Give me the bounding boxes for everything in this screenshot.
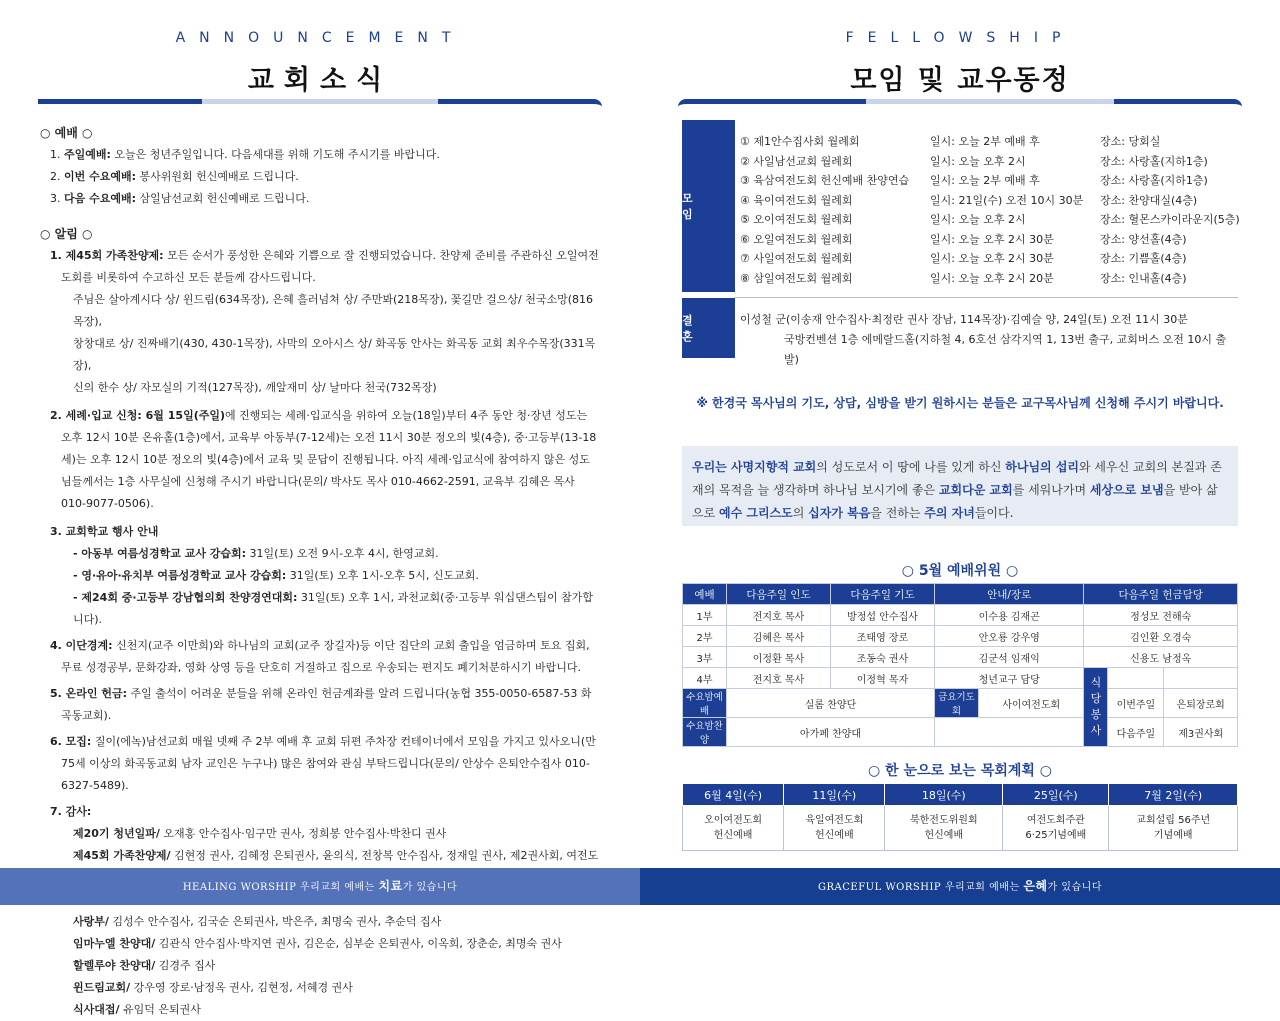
table-row: 4부 전지호 목사 이정혁 목자 청년교구 담당 식당봉사	[683, 668, 1238, 689]
table-row: 오이여전도회 헌신예배 육일여전도회 헌신예배 북한전도위원회 헌신예배 여전도회주관 6·25기념예배 교회설립 56주년 기념예배	[683, 806, 1238, 851]
thanks-line: 할렐루야 찬양대/ 김경주 집사	[73, 959, 216, 972]
meetings-box	[682, 120, 1240, 366]
table-row: 3부 이정환 목사 조동숙 권사 김군석 임재익 신용도 남정옥	[683, 647, 1238, 668]
page-footer: GRACEFUL WORSHIP 우리교회 예배는 은혜가 있습니다	[640, 868, 1280, 905]
table-row: 2부 김혜은 목사 조태영 장로 안오룡 강우영 김인환 오경숙	[683, 626, 1238, 647]
worship-committee-table	[682, 583, 1238, 747]
divider	[735, 297, 1238, 298]
list-item: - 아동부 여름성경학교 교사 강습회: 31일(토) 오전 9시-오후 4시, 한영교회.	[73, 547, 439, 560]
title-divider	[38, 99, 602, 107]
list-item: 4. 이단경계: 신천지(교주 이만희)와 하나님의 교회(교주 장길자)등 이단 집단의 교회 출입을 엄금하며 토요 집회, 무료 성경공부, 문화강좌, 영화 상영 등을 단호히 거절하고 집으로 우송되는 편지도 폐기처분하시기 바랍니다.	[50, 639, 590, 674]
list-item: 5. 온라인 헌금: 주일 출석이 어려운 분들을 위해 온라인 헌금계좌를 알려 드립니다(농협 355-0050-6587-53 화곡동교회).	[50, 687, 592, 722]
page-kicker: FELLOWSHIP	[845, 30, 1075, 46]
fellowship-page	[640, 0, 1280, 905]
thanks-line: 식사대접/ 유임덕 은퇴권사	[73, 1003, 201, 1016]
announcement-page	[0, 0, 640, 1016]
page-footer: HEALING WORSHIP 우리교회 예배는 치료가 있습니다	[0, 868, 640, 905]
list-item: ⑥ 오일여전도회 월례회 일시: 오늘 오후 2시 30분 장소: 양선홀(4층)	[740, 232, 1187, 246]
list-item: 3. 교회학교 행사 안내	[50, 525, 159, 538]
pastoral-plan-table	[682, 783, 1238, 851]
thanks-line: 윈드림교회/ 강우영 장로·남정옥 권사, 김현정, 서혜경 권사	[73, 981, 353, 994]
list-item: ⑤ 오이여전도회 월례회 일시: 오늘 오후 2시 장소: 혈몬스카이라운지(5층)	[740, 213, 1240, 226]
list-item: - 영·유아·유치부 여름성경학교 교사 강습회: 31일(토) 오후 1시-오후 5시, 신도교회.	[73, 569, 479, 582]
page-kicker: ANNOUNCEMENT	[175, 30, 465, 46]
page-title: 교회소식	[247, 65, 393, 96]
meetings-label: 모 임	[682, 120, 735, 292]
list-item: - 제24회 중·고등부 강남협의회 찬양경연대회: 31일(토) 오후 1시, 과천교회(중·고등부 워십댄스팀이 참가합니다).	[73, 591, 594, 626]
list-item: ④ 육이여전도회 월례회 일시: 21일(수) 오전 10시 30분 장소: 찬양대실(4층)	[740, 193, 1198, 207]
list-item: 7. 감사:	[50, 805, 92, 818]
list-item: ⑦ 사일여전도회 월례회 일시: 오늘 오후 2시 30분 장소: 기쁨홀(4층)	[740, 252, 1187, 265]
award-line: 창창대로 상/ 진짜배기(430, 430-1목장), 사막의 오아시스 상/ 화곡동 안사는 화곡동 교회 최우수목장(331목장),	[73, 337, 596, 372]
meetings-list	[740, 132, 1240, 288]
thanks-line: 제20기 청년일파/ 오재홍 안수집사·임구만 권사, 정희봉 안수집사·박찬디 권사	[73, 827, 447, 840]
thanks-line: 사랑부/ 김성수 안수집사, 김국순 은퇴권사, 박은주, 최명숙 권사, 추순덕 집사	[73, 915, 442, 928]
thanks-line: 임마누엘 찬양대/ 김관식 안수집사·박지연 권사, 김은순, 심부순 은퇴권사, 이옥희, 장춘순, 최명숙 권사	[73, 937, 562, 950]
award-line: 주님은 살아계시다 상/ 윈드림(634목장), 은혜 흘러넘쳐 상/ 주만봐(218목장), 꽃길만 걸으상/ 천국소망(816목장),	[73, 293, 594, 328]
wedding-info: 이성철 군(이송재 안수집사·최정란 권사 장남, 114목장)·김예슬 양, 24일(토) 오전 11시 30분 국방컨벤션 1층 에메랄드홀(지하철 4, 6호선 삼각지역 1, 13번 출구, 교회버스 오전 10시 출발)	[740, 313, 1227, 366]
list-item: 6. 모집: 질이(에녹)남선교회 매월 넷째 주 2부 예배 후 교회 뒤편 주차장 컨테이너에서 모임을 가지고 있사오니(만75세 이상의 화곡동교회 남자 교인은 누구나) 많은 참여와 관심 부탁드립니다(문의/ 안상수 은퇴안수집사 010-6327-5489).	[50, 735, 596, 792]
mission-statement: 우리는 사명지향적 교회의 성도로서 이 땅에 나를 있게 하신 하나님의 섭리와 세우신 교회의 본질과 존재의 목적을 늘 생각하며 하나님 보시기에 좋은 교회다운 교회를 세워나가며 세상으로 보냄을 받아 삶으로 예수 그리스도의 십자가 복음을 전하는 주의 자녀들이다.	[682, 446, 1238, 526]
news-heading: ○ 알림 ○	[40, 227, 93, 241]
list-item: ② 사일남선교회 월례회 일시: 오늘 오후 2시 장소: 사랑홀(지하1층)	[740, 154, 1208, 168]
table-header-row: 예배 다음주일 인도 다음주일 기도 안내/장로 다음주일 헌금담당	[683, 584, 1238, 605]
thanks-line: 제45회 가족찬양제/ 김현정 권사, 김혜정 은퇴권사, 윤의식, 전창복 안수집사, 정재일 권사, 제2권사회, 여전도	[73, 849, 599, 862]
list-item: ⑧ 삼일여전도회 월례회 일시: 오늘 오후 2시 20분 장소: 인내홀(4층)	[740, 271, 1187, 285]
wedding-label: 결 혼	[682, 298, 735, 358]
list-item: 1. 제45회 가족찬양제: 모든 순서가 풍성한 은혜와 기쁨으로 잘 진행되었습니다. 찬양제 준비를 주관하신 오일여전도회를 비롯하여 수고하신 모든 분들께 감사드립니다.	[50, 249, 599, 284]
pastor-notice: ※ 한경국 목사님의 기도, 상담, 심방을 받기 원하시는 분들은 교구목사님께 신청해 주시기 바랍니다.	[696, 396, 1224, 410]
table-row: 수요밤찬양 아가페 찬양대 다음주일 제3권사회	[683, 718, 1238, 747]
committee-heading: ○ 5월 예배위원 ○	[901, 563, 1019, 579]
worship-heading: ○ 예배 ○	[40, 126, 93, 140]
table-header-row: 6월 4일(수) 11일(수) 18일(수) 25일(수) 7월 2일(수)	[683, 784, 1238, 806]
title-divider	[678, 99, 1242, 107]
list-item: 2. 이번 수요예배: 봉사위원회 헌신예배로 드립니다.	[50, 170, 299, 183]
list-item: 3. 다음 수요예배: 삼일남선교회 헌신예배로 드립니다.	[50, 192, 310, 205]
page-title: 모임 및 교우동정	[850, 65, 1070, 96]
list-item: 1. 주일예배: 오늘은 청년주일입니다. 다음세대를 위해 기도해 주시기를 바랍니다.	[50, 148, 440, 161]
list-item: ③ 육삼여전도회 헌신예배 찬양연습 일시: 오늘 2부 예배 후 장소: 사랑홀(지하1층)	[740, 174, 1208, 187]
list-item: ① 제1안수집사회 월례회 일시: 오늘 2부 예배 후 장소: 당회실	[740, 135, 1161, 148]
table-row: 1부 전지호 목사 방정섭 안수집사 이수용 김재곤 정성모 전해숙	[683, 605, 1238, 626]
table-row: 수요밤예배 실롬 찬양단 금요기도회 사이여전도회 이번주일 은퇴장로회	[683, 689, 1238, 718]
meal-label: 식당봉사	[1084, 668, 1108, 747]
list-item: 2. 세례·입교 신청: 6월 15일(주일)에 진행되는 세례·입교식을 위하여 오늘(18일)부터 4주 동안 청·장년 성도는 오후 12시 10분 온유홀(1층)에서, 교육부 아동부(7-12세)는 오전 11시 30분 정오의 빛(4층), 중·고등부(13-18세)는 오후 12시 10분 정오의 빛(4층)에서 교육 및 문답이 진행됩니다. 아직 세례·입교식에 참여하지 않은 성도님들께서는 1층 사무실에 신청해 주시기 바랍니다(문의/ 박사도 목사 010-4662-2591, 교육부 김혜은 목사 010-9077-0506).	[50, 409, 597, 510]
plan-heading: ○ 한 눈으로 보는 목회계획 ○	[867, 763, 1053, 779]
award-line: 신의 한수 상/ 자모실의 기적(127목장), 깨알재미 상/ 날마다 천국(732목장)	[73, 381, 437, 394]
